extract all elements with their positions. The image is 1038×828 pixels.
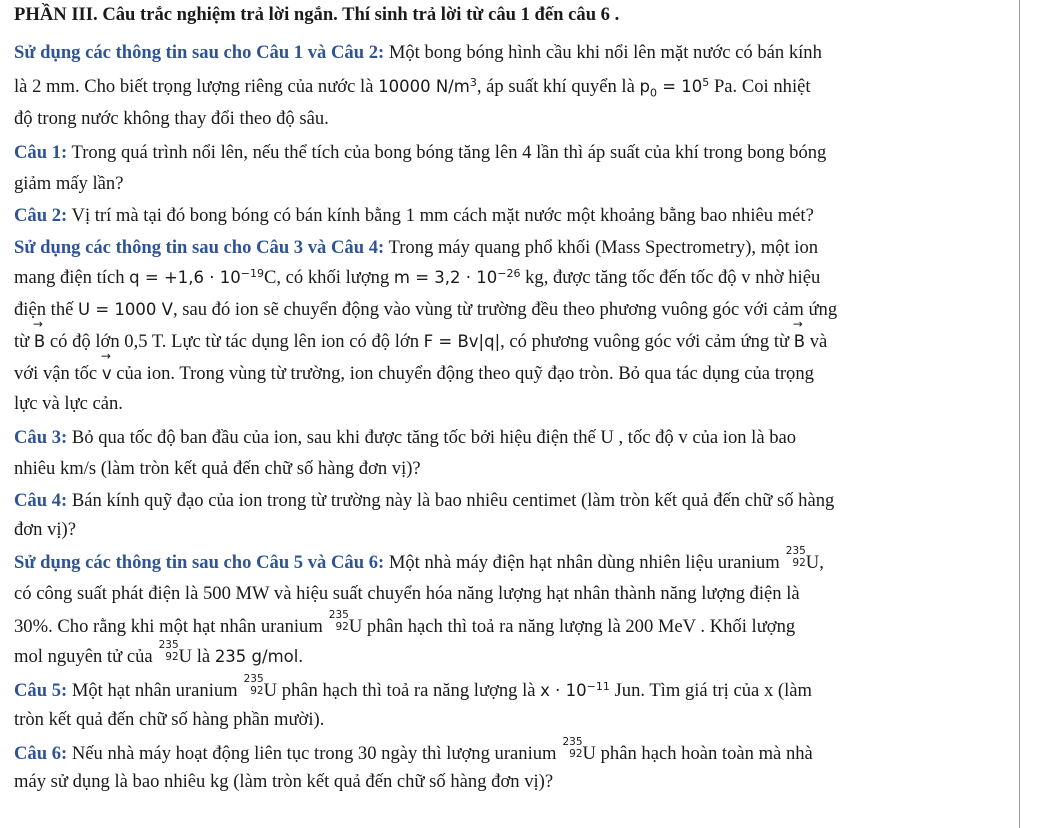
question4-label: Câu 4:: [14, 490, 68, 511]
atomic-number: 92: [569, 748, 583, 760]
mass-number: 235: [158, 639, 179, 651]
group1-text: Một bong bóng hình cầu khi nổi lên mặt nước có bán kính: [384, 42, 822, 63]
question3-line1: [14, 426, 796, 450]
math-run: = 10: [656, 77, 703, 96]
question4-line1: [14, 489, 834, 513]
group3-line2: có công suất phát điện là 500 MW và hiệu suất chuyển hóa năng lượng hạt nhân thành năng lượng điện là: [14, 583, 800, 604]
atomic-number: 92: [250, 685, 264, 697]
text-run: Bỏ qua tốc độ ban đầu của ion, sau khi được tăng tốc bởi hiệu điện thế U , tốc độ v của ion là bao: [67, 427, 797, 448]
group1-line1: [14, 41, 822, 65]
uranium-nuclide: [562, 736, 583, 761]
group1-line2: [14, 75, 811, 105]
math-run: x · 10: [540, 681, 587, 700]
group2-lead: Sử dụng các thông tin sau cho Câu 3 và Câu 4:: [14, 237, 385, 258]
text-run: Pa. Coi nhiệt: [709, 76, 811, 97]
math-run: q = +1,6 · 10: [129, 268, 241, 287]
text-run: , áp suất khí quyển là: [476, 76, 640, 97]
group3-line3: [14, 609, 796, 639]
group2-line6: lực và lực cản.: [14, 393, 123, 414]
text-run: , có phương vuông góc với cảm ứng từ: [500, 331, 794, 352]
exponent: 5: [702, 75, 710, 89]
math-run: m = 3,2 · 10: [393, 268, 498, 287]
text-run: Một hạt nhân uranium: [67, 680, 238, 701]
text-run: phân hạch thì toả ra năng lượng là 200 MeV . Khối lượng: [362, 616, 796, 637]
question5-line2: tròn kết quả đến chữ số hàng phần mười).: [14, 709, 325, 730]
question3-line2: nhiêu km/s (làm tròn kết quả đến chữ số hàng đơn vị)?: [14, 458, 421, 479]
text-run: và: [805, 331, 828, 352]
question1-label: Câu 1:: [14, 142, 68, 163]
atomic-number: 92: [335, 621, 349, 633]
group3-line4: [14, 639, 303, 669]
group2-line4: [14, 330, 827, 354]
question6-line2: máy sử dụng là bao nhiêu kg (làm tròn kết quả đến chữ số hàng đơn vị)?: [14, 771, 554, 792]
mass-number: 235: [328, 609, 349, 621]
group2-line5: [14, 362, 814, 386]
question1-line2: giảm mấy lần?: [14, 173, 124, 194]
math-energy: [540, 681, 610, 700]
group1-line3: độ trong nước không thay đổi theo độ sâu.: [14, 108, 329, 129]
text-run: Trong quá trình nổi lên, nếu thể tích của bong bóng tăng lên 4 lần thì áp suất của khí trong bong bóng: [67, 142, 827, 163]
atomic-number: 92: [792, 557, 806, 569]
exponent: 3: [469, 75, 477, 89]
text-run: với vận tốc: [14, 363, 102, 384]
element-symbol: U: [582, 743, 596, 764]
text-run: điện thế: [14, 299, 79, 320]
uranium-nuclide: [785, 545, 806, 570]
uranium-nuclide: [158, 639, 179, 664]
text-run: kg, được tăng tốc đến tốc độ v nhờ hiệu: [520, 267, 821, 288]
group2-line3: [14, 298, 837, 322]
text-run: 30%. Cho rằng khi một hạt nhân uranium: [14, 616, 323, 637]
math-run: 10000 N/m: [378, 77, 470, 96]
math-weight: [378, 77, 477, 96]
group3-lead: Sử dụng các thông tin sau cho Câu 5 và Câu 6:: [14, 552, 385, 573]
text-run: Nếu nhà máy hoạt động liên tục trong 30 ngày thì lượng uranium: [67, 743, 557, 764]
element-symbol: U: [263, 680, 278, 701]
element-symbol: U: [348, 616, 363, 637]
text-run: .: [298, 646, 303, 667]
mass-number: 235: [243, 673, 264, 685]
uranium-nuclide: [243, 673, 264, 698]
group2-line2: [14, 266, 820, 290]
question1-line1: [14, 141, 826, 165]
question2-line1: [14, 204, 814, 228]
text-run: là 2 mm. Cho biết trọng lượng riêng của nước là: [14, 76, 379, 97]
element-symbol: U: [805, 552, 820, 573]
question2-label: Câu 2:: [14, 205, 68, 226]
mass-number: 235: [562, 736, 583, 748]
text-run: , sau đó ion sẽ chuyển động vào vùng từ trường đều theo phương vuông góc với cảm ứng: [172, 299, 838, 320]
text-run: có độ lớn 0,5 T. Lực từ tác dụng lên ion có độ lớn: [45, 331, 424, 352]
exponent: −26: [497, 266, 521, 280]
element-symbol: U: [178, 646, 193, 667]
math-force: F = Bv|q|: [423, 332, 501, 351]
text-run: Jun. Tìm giá trị của x (làm: [609, 680, 812, 701]
uranium-nuclide: [328, 609, 349, 634]
text-run: Vị trí mà tại đó bong bóng có bán kính bằng 1 mm cách mặt nước một khoảng bằng bao nhiêu mét?: [67, 205, 814, 226]
part-title: PHẦN III. Câu trắc nghiệm trả lời ngắn. Thí sinh trả lời từ câu 1 đến câu 6 .: [14, 4, 620, 25]
text-run: phân hạch hoàn toàn mà nhà: [595, 743, 813, 764]
text-run: Một nhà máy điện hạt nhân dùng nhiên liệu uranium: [384, 552, 780, 573]
question5-label: Câu 5:: [14, 680, 68, 701]
subscript: 0: [649, 86, 657, 100]
atomic-number: 92: [165, 651, 179, 663]
math-molar-mass: 235 g/mol: [214, 647, 299, 666]
text-run: phân hạch thì toả ra năng lượng là: [277, 680, 541, 701]
math-voltage: U = 1000 V: [78, 300, 173, 319]
question6-line1: [14, 736, 813, 766]
question4-line2: đơn vị)?: [14, 519, 76, 540]
mass-number: 235: [785, 545, 806, 557]
question3-label: Câu 3:: [14, 427, 68, 448]
text-run: C, có khối lượng: [263, 267, 394, 288]
question5-line1: [14, 673, 812, 703]
text-run: ,: [819, 552, 824, 573]
text-run: Bán kính quỹ đạo của ion trong từ trường này là bao nhiêu centimet (làm tròn kết quả đến chữ số hàng: [67, 490, 835, 511]
exponent: −19: [240, 266, 264, 280]
text-run: là: [192, 646, 215, 667]
text-run: mol nguyên tử của: [14, 646, 153, 667]
group1-lead: Sử dụng các thông tin sau cho Câu 1 và Câu 2:: [14, 42, 385, 63]
exponent: −11: [586, 679, 610, 693]
question6-label: Câu 6:: [14, 743, 68, 764]
text-run: mang điện tích: [14, 267, 130, 288]
text-run: Trong máy quang phổ khối (Mass Spectrometry), một ion: [384, 237, 819, 258]
vector-v: → v: [102, 362, 112, 386]
vector-b: → B: [794, 330, 805, 354]
math-mass: [394, 268, 521, 287]
group2-line1: [14, 236, 818, 260]
text-run: từ: [14, 331, 34, 352]
math-pressure: [639, 75, 710, 100]
math-charge: [129, 268, 264, 287]
vector-b: → B: [34, 330, 45, 354]
text-run: của ion. Trong vùng từ trường, ion chuyển động theo quỹ đạo tròn. Bỏ qua tác dụng của trọng: [111, 363, 814, 384]
math-run: p: [639, 77, 650, 96]
group3-line1: [14, 545, 824, 575]
